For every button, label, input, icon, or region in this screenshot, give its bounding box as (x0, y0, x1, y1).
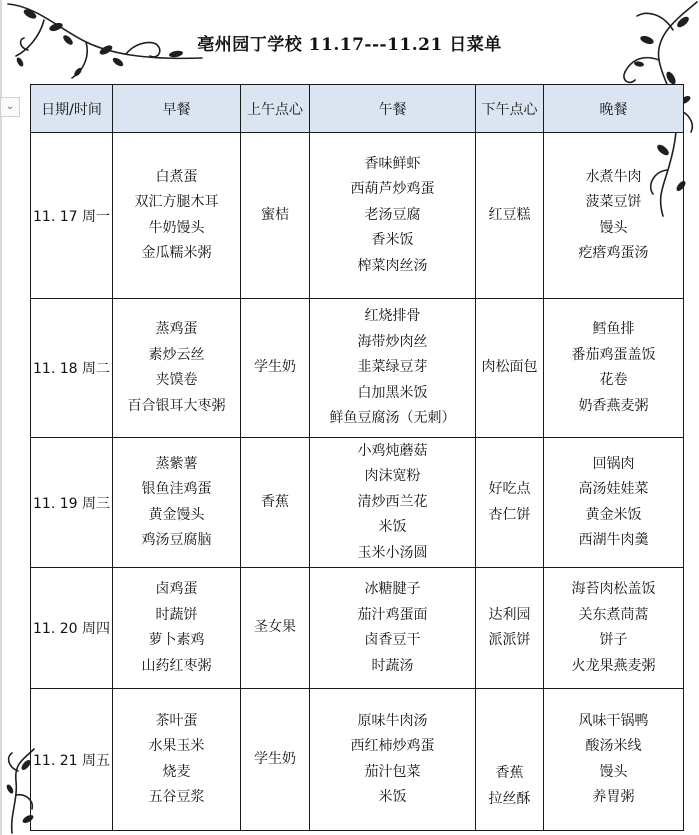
am-snack-item: 蜜桔 (261, 206, 289, 223)
am-snack-cell (241, 133, 310, 299)
lunch-item: 时蔬汤 (371, 657, 414, 674)
breakfast-item: 蒸紫薯 (155, 455, 198, 472)
breakfast-item: 牛奶馒头 (148, 219, 205, 236)
menu-title: 亳州园丁学校 11.17---11.21 日菜单 (197, 35, 502, 55)
dinner-item: 回锅肉 (592, 455, 635, 472)
dinner-cell (544, 133, 684, 299)
pm-snack-cell (476, 568, 544, 689)
table-row-thursday (31, 568, 684, 689)
pm-snack-item: 派派饼 (488, 632, 531, 648)
breakfast-item: 夹馍卷 (155, 372, 198, 388)
breakfast-item: 蒸鸡蛋 (155, 321, 198, 337)
breakfast-item: 双汇方腿木耳 (134, 194, 219, 210)
header-breakfast: 早餐 (113, 85, 241, 133)
lunch-item: 西葫芦炒鸡蛋 (350, 181, 435, 198)
pm-snack-cell (476, 299, 544, 438)
breakfast-cell (113, 133, 241, 299)
date-label: 11. 20 周四 (33, 621, 110, 637)
breakfast-item: 萝卜素鸡 (148, 632, 205, 648)
breakfast-cell (113, 689, 241, 831)
am-snack-item: 学生奶 (254, 750, 296, 767)
pm-snack-cell (476, 438, 544, 568)
breakfast-item: 烧麦 (162, 763, 191, 780)
lunch-item: 白加黑米饭 (357, 384, 428, 401)
breakfast-item: 银鱼洼鸡蛋 (141, 481, 212, 497)
lunch-item: 鲜鱼豆腐汤（无刺） (329, 410, 456, 427)
date-cell (31, 568, 113, 689)
date-cell (31, 689, 113, 831)
date-label: 11. 19 周三 (33, 495, 110, 512)
lunch-item: 海带炒肉丝 (357, 333, 428, 350)
table-header-row (31, 85, 684, 133)
date-cell (31, 299, 113, 438)
lunch-cell (310, 568, 476, 689)
dinner-item: 高汤娃娃菜 (578, 481, 649, 497)
weekly-menu-table (30, 84, 684, 831)
dinner-item: 花卷 (599, 372, 628, 388)
dinner-item: 关东煮茼蒿 (578, 606, 649, 623)
dinner-item: 疙瘩鸡蛋汤 (578, 245, 649, 261)
date-label: 11. 18 周二 (33, 361, 110, 377)
breakfast-item: 山药红枣粥 (141, 657, 212, 674)
pm-snack-item: 达利园 (488, 606, 531, 623)
dinner-item: 养胃粥 (592, 789, 635, 805)
dinner-item: 西湖牛肉羹 (578, 532, 649, 548)
lunch-item: 茄汁鸡蛋面 (357, 606, 428, 623)
table-row-tuesday (31, 299, 684, 438)
am-snack-cell (241, 438, 310, 568)
lunch-item: 西红柿炒鸡蛋 (350, 738, 435, 754)
breakfast-item: 五谷豆浆 (148, 789, 205, 805)
table-row-friday (31, 689, 684, 831)
lunch-item: 原味牛肉汤 (357, 712, 428, 729)
header-lunch: 午餐 (310, 85, 476, 133)
dinner-item: 鳕鱼排 (592, 321, 635, 337)
lunch-item: 老汤豆腐 (364, 206, 421, 223)
lunch-item: 卤香豆干 (364, 632, 421, 648)
lunch-cell (310, 438, 476, 568)
breakfast-item: 鸡汤豆腐脑 (141, 532, 212, 548)
lunch-item: 清炒西兰花 (357, 493, 428, 510)
am-snack-cell (241, 568, 310, 689)
dinner-item: 海苔肉松盖饭 (571, 581, 656, 597)
pm-snack-item: 拉丝酥 (488, 790, 531, 807)
dinner-cell (544, 689, 684, 831)
lunch-item: 冰糖腱子 (364, 581, 421, 597)
breakfast-item: 白煮蛋 (155, 168, 198, 185)
dinner-item: 饼子 (599, 632, 628, 648)
dinner-item: 火龙果燕麦粥 (571, 657, 656, 674)
am-snack-item: 学生奶 (254, 359, 296, 376)
table-row-monday (31, 133, 684, 299)
lunch-item: 米饭 (378, 519, 407, 536)
table-row-wednesday (31, 438, 684, 568)
dinner-item: 酸汤米线 (585, 738, 642, 754)
pm-snack-item: 好吃点 (488, 481, 531, 497)
pm-snack-cell (476, 133, 544, 299)
am-snack-item: 圣女果 (254, 619, 296, 636)
date-cell (31, 133, 113, 299)
pm-snack-item: 肉松面包 (481, 359, 538, 376)
lunch-item: 玉米小汤圆 (357, 544, 428, 561)
pm-snack-item: 香蕉 (495, 765, 524, 781)
date-label: 11. 17 周一 (33, 208, 110, 225)
lunch-item: 香味鲜虾 (364, 155, 421, 172)
lunch-cell (310, 689, 476, 831)
pm-snack-cell (476, 689, 544, 831)
dinner-item: 菠菜豆饼 (585, 194, 642, 210)
breakfast-cell (113, 438, 241, 568)
lunch-cell (310, 133, 476, 299)
breakfast-cell (113, 568, 241, 689)
dinner-item: 番茄鸡蛋盖饭 (571, 346, 656, 363)
breakfast-item: 百合银耳大枣粥 (127, 397, 226, 414)
lunch-item: 香米饭 (371, 232, 414, 249)
date-cell (31, 438, 113, 568)
header-date-time: 日期/时间 (31, 85, 113, 133)
dinner-item: 风味干锅鸭 (578, 712, 649, 729)
dinner-cell (544, 299, 684, 438)
lunch-item: 茄汁包菜 (364, 763, 421, 780)
am-snack-cell (241, 689, 310, 831)
breakfast-item: 茶叶蛋 (155, 712, 198, 729)
pm-snack-item: 杏仁饼 (488, 506, 531, 523)
lunch-item: 韭菜绿豆芽 (357, 359, 428, 376)
breakfast-item: 水果玉米 (148, 738, 205, 754)
date-label: 11. 21 周五 (33, 752, 110, 769)
lunch-item: 米饭 (378, 789, 407, 805)
dinner-cell (544, 568, 684, 689)
dinner-item: 馒头 (599, 219, 628, 236)
lunch-item: 肉沫宽粉 (364, 468, 421, 485)
lunch-item: 红烧排骨 (364, 308, 421, 325)
dinner-item: 奶香燕麦粥 (578, 397, 649, 414)
lunch-item: 榨菜肉丝汤 (357, 257, 428, 274)
pm-snack-item: 红豆糕 (488, 206, 531, 223)
lunch-cell (310, 299, 476, 438)
breakfast-item: 时蔬饼 (155, 606, 198, 623)
lunch-item: 小鸡炖蘑菇 (357, 442, 428, 459)
chevron-down-icon[interactable]: ⌄ (0, 97, 20, 117)
dinner-item: 馒头 (599, 763, 628, 780)
editor-left-ruler (0, 0, 2, 835)
header-dinner: 晚餐 (544, 85, 684, 133)
breakfast-item: 卤鸡蛋 (155, 581, 198, 597)
am-snack-item: 香蕉 (261, 493, 289, 510)
dinner-cell (544, 438, 684, 568)
breakfast-item: 素炒云丝 (148, 346, 205, 363)
am-snack-cell (241, 299, 310, 438)
header-am-snack: 上午点心 (241, 85, 310, 133)
breakfast-cell (113, 299, 241, 438)
breakfast-item: 黄金馒头 (148, 506, 205, 523)
header-pm-snack: 下午点心 (476, 85, 544, 133)
breakfast-item: 金瓜糯米粥 (141, 245, 212, 261)
dinner-item: 黄金米饭 (585, 506, 642, 523)
dinner-item: 水煮牛肉 (585, 168, 642, 185)
